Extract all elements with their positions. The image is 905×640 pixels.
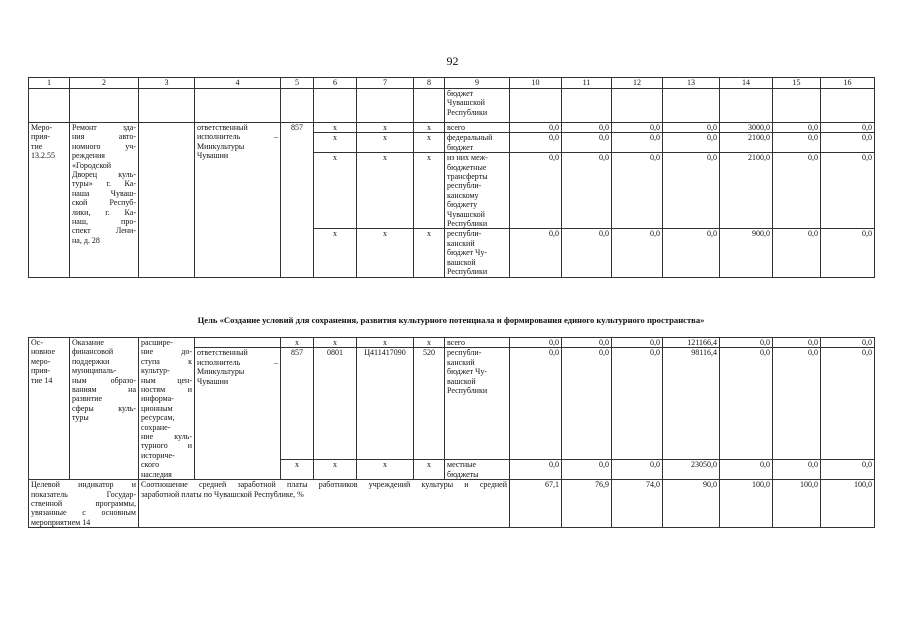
task-cell xyxy=(139,338,195,480)
value-cell: 121166,4 xyxy=(663,338,720,348)
value-cell: 0,0 xyxy=(562,348,612,460)
value-cell: 0,0 xyxy=(663,123,720,133)
code-cell: х xyxy=(357,229,414,277)
measure-number-cell xyxy=(29,338,70,480)
text-line: поддержки xyxy=(72,356,110,366)
text-line: историче- xyxy=(141,450,175,460)
value-cell: 0,0 xyxy=(773,123,821,133)
indicator-value-cell: 100,0 xyxy=(773,480,821,528)
value-cell: 0,0 xyxy=(821,123,875,133)
text-line: увязанные с основным xyxy=(31,508,136,518)
code-cell: х xyxy=(414,123,445,133)
code-cell: х xyxy=(357,460,414,480)
indicator-row xyxy=(29,480,875,528)
text-line: спект Лени- xyxy=(72,226,136,236)
code-cell: х xyxy=(357,123,414,133)
budget-source-cell: бюджет Чувашской Республики xyxy=(445,89,510,123)
goal-heading: Цель «Создание условий для сохранения, развития культурного потенциала и формирования единого культурного пространства» xyxy=(197,315,705,325)
text-line: вашской xyxy=(447,257,476,267)
text-line: ресурсам, xyxy=(141,413,175,423)
code-cell: х xyxy=(357,153,414,229)
text-line: лики, г. Ка- xyxy=(72,207,136,217)
text-line: развитие xyxy=(72,394,103,404)
text-line: ответственный xyxy=(197,348,248,358)
text-line: ным цен- xyxy=(141,375,192,385)
code-cell: х xyxy=(314,338,357,348)
value-cell: 0,0 xyxy=(562,133,612,153)
col-header: 10 xyxy=(510,78,562,89)
text-line: ние до- xyxy=(141,347,192,357)
text-line: республи- xyxy=(447,348,482,358)
value-cell: 0,0 xyxy=(773,133,821,153)
value-cell: 98116,4 xyxy=(663,348,720,460)
indicator-value-cell: 90,0 xyxy=(663,480,720,528)
value-cell: 0,0 xyxy=(773,153,821,229)
value-cell: 0,0 xyxy=(612,133,663,153)
value-cell: 0,0 xyxy=(821,153,875,229)
text-line: тие xyxy=(31,141,43,151)
col-header: 6 xyxy=(314,78,357,89)
text-line: канский xyxy=(447,238,475,248)
measure-title-cell xyxy=(70,338,139,480)
text-line: реждения xyxy=(72,151,105,161)
col-header: 8 xyxy=(414,78,445,89)
col-header: 9 xyxy=(445,78,510,89)
code-cell: х xyxy=(357,338,414,348)
text-line: заработной платы по Чувашской Республике, % xyxy=(141,489,304,499)
text-line: нашa Чуваш- xyxy=(72,188,136,198)
text-line: ственной программы, xyxy=(31,498,136,508)
executor-cell xyxy=(195,338,281,348)
value-cell: 0,0 xyxy=(510,348,562,460)
value-cell: 0,0 xyxy=(773,338,821,348)
code-cell: х xyxy=(314,229,357,277)
value-cell: 23050,0 xyxy=(663,460,720,480)
text-line: ского xyxy=(141,460,160,470)
text-line: сохране- xyxy=(141,422,171,432)
code-cell: Ц411417090 xyxy=(357,348,414,460)
value-cell: 0,0 xyxy=(562,229,612,277)
executor-cell xyxy=(195,348,281,480)
col-header: 12 xyxy=(612,78,663,89)
text-line: Соотношение средней заработной платы работников учреждений культуры и средней xyxy=(141,480,507,490)
column-header-row xyxy=(29,78,875,89)
text-line: новное xyxy=(31,347,55,357)
indicator-value-cell: 100,0 xyxy=(821,480,875,528)
text-line: туры» г. Ка- xyxy=(72,179,136,189)
code-cell: 857 xyxy=(281,348,314,460)
value-cell: 0,0 xyxy=(510,153,562,229)
indicator-label-cell xyxy=(29,480,139,528)
value-cell: 0,0 xyxy=(821,229,875,277)
text-line: Целевой индикатор и xyxy=(31,480,136,490)
text-line: ваниям на xyxy=(72,385,136,395)
value-cell: 0,0 xyxy=(821,133,875,153)
indicator-value-cell: 100,0 xyxy=(720,480,773,528)
text-line: из них меж- xyxy=(447,153,488,163)
value-cell: 3000,0 xyxy=(720,123,773,133)
value-cell: 0,0 xyxy=(612,123,663,133)
col-header: 7 xyxy=(357,78,414,89)
text-line: исполнитель – xyxy=(197,357,278,367)
text-line: бюджет Чу- xyxy=(447,367,488,377)
text-line: ние куль- xyxy=(141,432,192,442)
text-line: ным образо- xyxy=(72,375,136,385)
text-line: ния авто- xyxy=(72,132,136,142)
indicator-value-cell: 74,0 xyxy=(612,480,663,528)
text-line: Чувашии xyxy=(197,376,229,386)
text-line: финансовой xyxy=(72,347,114,357)
code-cell: х xyxy=(357,133,414,153)
text-line: туры xyxy=(72,413,89,423)
col-header: 1 xyxy=(29,78,70,89)
budget-source-cell xyxy=(445,133,510,153)
value-cell: 0,0 xyxy=(720,460,773,480)
budget-source-cell xyxy=(445,460,510,480)
code-cell: х xyxy=(314,460,357,480)
value-cell: 0,0 xyxy=(612,348,663,460)
text-line: наш, про- xyxy=(72,217,136,227)
code-cell: х xyxy=(414,153,445,229)
value-cell: 0,0 xyxy=(510,229,562,277)
text-line: мероприятием 14 xyxy=(31,517,91,527)
text-line: бюджету xyxy=(447,200,478,210)
col-header: 5 xyxy=(281,78,314,89)
text-line: наследия xyxy=(141,469,172,479)
text-line: местные xyxy=(447,460,477,470)
value-cell: 2100,0 xyxy=(720,153,773,229)
budget-source-cell: всего xyxy=(445,338,510,348)
text-line: ответственный xyxy=(197,123,248,132)
value-cell: 0,0 xyxy=(562,153,612,229)
text-line: культур- xyxy=(141,366,170,376)
value-cell: 0,0 xyxy=(821,460,875,480)
col-header: 16 xyxy=(821,78,875,89)
text-line: трансферты xyxy=(447,172,488,182)
text-line: бюджет xyxy=(447,142,474,152)
text-line: Чувашской xyxy=(447,209,485,219)
value-cell: 0,0 xyxy=(663,153,720,229)
col-header: 15 xyxy=(773,78,821,89)
text-line: прия- xyxy=(31,132,50,142)
table-row xyxy=(29,123,875,133)
value-cell: 0,0 xyxy=(663,229,720,277)
col-header: 2 xyxy=(70,78,139,89)
task-cell xyxy=(139,123,195,278)
value-cell: 0,0 xyxy=(612,338,663,348)
text-line: показатель Государ- xyxy=(31,489,136,499)
value-cell: 0,0 xyxy=(510,123,562,133)
value-cell: 0,0 xyxy=(773,348,821,460)
text-line: Меро- xyxy=(31,123,53,132)
code-cell: х xyxy=(314,133,357,153)
text-line: канскому xyxy=(447,190,479,200)
value-cell: 0,0 xyxy=(612,460,663,480)
text-line: номного уч- xyxy=(72,141,136,151)
text-line: муниципаль- xyxy=(72,366,117,376)
text-line: информа- xyxy=(141,394,174,404)
program-table-bottom xyxy=(28,337,875,528)
budget-source-cell xyxy=(445,123,510,133)
text-line: вашской xyxy=(447,376,476,386)
budget-source-cell xyxy=(445,229,510,277)
col-header: 11 xyxy=(562,78,612,89)
code-cell: 520 xyxy=(414,348,445,460)
text-line: исполнитель – xyxy=(197,132,278,142)
value-cell: 0,0 xyxy=(773,229,821,277)
program-table-top xyxy=(28,77,875,278)
code-cell: х xyxy=(314,123,357,133)
text-line: Республики xyxy=(447,267,488,277)
text-line: федеральный xyxy=(447,133,493,143)
grbs-code-cell: 857 xyxy=(281,123,314,278)
text-line: Чувашии xyxy=(197,151,229,161)
text-line: ционным xyxy=(141,403,173,413)
value-cell: 0,0 xyxy=(612,153,663,229)
indicator-value-cell: 67,1 xyxy=(510,480,562,528)
col-header: 14 xyxy=(720,78,773,89)
measure-number-cell xyxy=(29,123,70,278)
budget-source-cell xyxy=(445,348,510,460)
text-line: расшире- xyxy=(141,338,173,347)
budget-source-cell xyxy=(445,153,510,229)
value-cell: 0,0 xyxy=(612,229,663,277)
value-cell: 0,0 xyxy=(821,348,875,460)
text-line: Республики xyxy=(447,219,488,229)
value-cell: 0,0 xyxy=(720,338,773,348)
text-line: прия- xyxy=(31,366,50,376)
continuation-row xyxy=(29,89,875,123)
value-cell: 900,0 xyxy=(720,229,773,277)
code-cell: х xyxy=(414,133,445,153)
page-number: 92 xyxy=(446,54,459,68)
value-cell: 0,0 xyxy=(510,133,562,153)
value-cell: 0,0 xyxy=(510,338,562,348)
text-line: Минкультуры xyxy=(197,141,245,151)
text-line: бюджет Чу- xyxy=(447,248,488,258)
indicator-value-cell: 76,9 xyxy=(562,480,612,528)
value-cell: 0,0 xyxy=(562,460,612,480)
table-row xyxy=(29,338,875,348)
text-line: всего xyxy=(447,123,466,132)
code-cell: 0801 xyxy=(314,348,357,460)
text-line: ской Респуб- xyxy=(72,198,136,208)
text-line: меро- xyxy=(31,356,51,366)
col-header: 13 xyxy=(663,78,720,89)
text-line: Дворец куль- xyxy=(72,170,136,180)
text-line: бюджетные xyxy=(447,162,487,172)
code-cell: х xyxy=(414,460,445,480)
measure-title-cell xyxy=(70,123,139,278)
text-line: Оказание xyxy=(72,338,104,347)
text-line: Минкультуры xyxy=(197,367,245,377)
text-line: ступа к xyxy=(141,356,192,366)
text-line: Республики xyxy=(447,386,488,396)
value-cell: 0,0 xyxy=(821,338,875,348)
executor-cell xyxy=(195,123,281,278)
text-line: Ремонт зда- xyxy=(72,123,136,132)
text-line: 13.2.55 xyxy=(31,151,55,161)
value-cell: 0,0 xyxy=(773,460,821,480)
text-line: ностям и xyxy=(141,385,192,395)
indicator-text-cell xyxy=(139,480,510,528)
code-cell: х xyxy=(414,338,445,348)
code-cell: х xyxy=(281,338,314,348)
text-line: сферы куль- xyxy=(72,403,136,413)
text-line: республи- xyxy=(447,181,482,191)
value-cell: 2100,0 xyxy=(720,133,773,153)
text-line: «Городской xyxy=(72,160,112,170)
text-line: канский xyxy=(447,357,475,367)
text-line: на, д. 28 xyxy=(72,235,100,245)
code-cell: х xyxy=(281,460,314,480)
text-line: тие 14 xyxy=(31,375,53,385)
value-cell: 0,0 xyxy=(510,460,562,480)
value-cell: 0,0 xyxy=(720,348,773,460)
col-header: 4 xyxy=(195,78,281,89)
code-cell: х xyxy=(414,229,445,277)
text-line: бюджеты xyxy=(447,469,479,479)
col-header: 3 xyxy=(139,78,195,89)
value-cell: 0,0 xyxy=(562,123,612,133)
text-line: республи- xyxy=(447,229,482,239)
code-cell: х xyxy=(314,153,357,229)
value-cell: 0,0 xyxy=(663,133,720,153)
text-line: Ос- xyxy=(31,338,43,347)
value-cell: 0,0 xyxy=(562,338,612,348)
text-line: турного и xyxy=(141,441,192,451)
